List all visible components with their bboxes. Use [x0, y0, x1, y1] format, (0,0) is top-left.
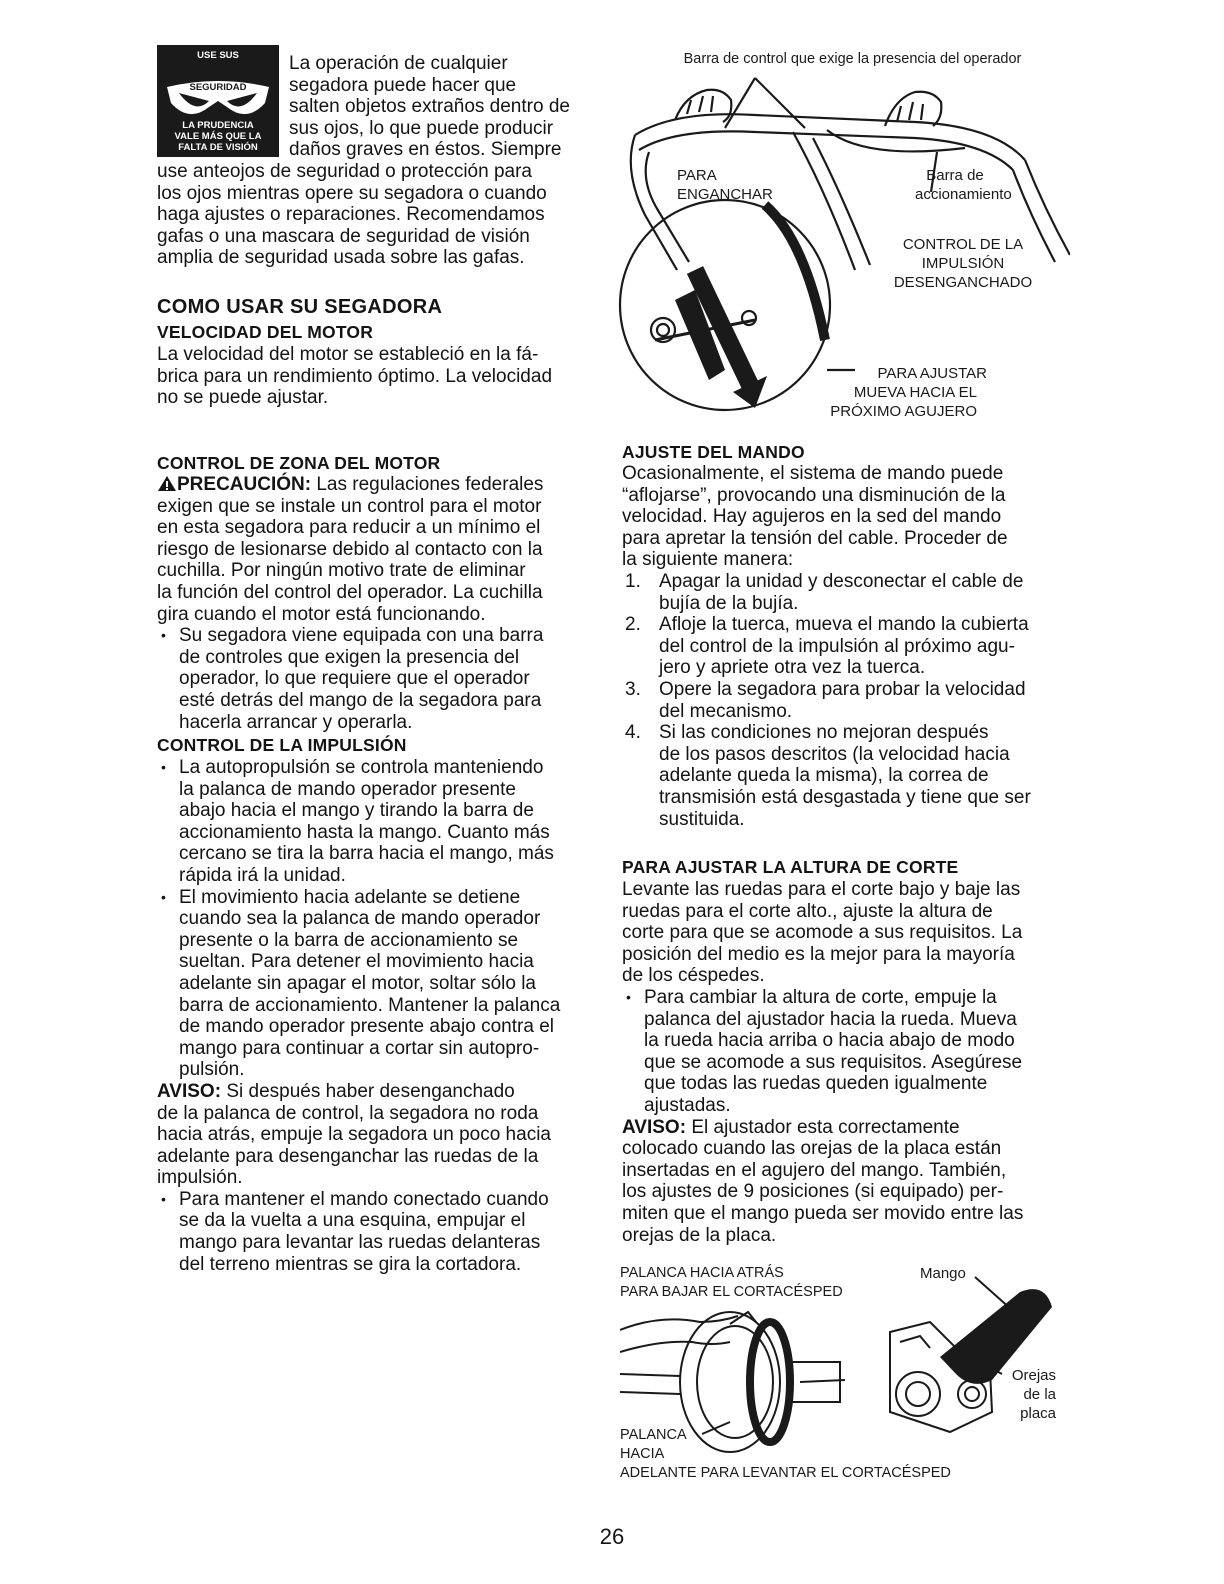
- step-line: transmisión está desgastada y tiene que ser: [659, 786, 1031, 808]
- step-number: 3.: [625, 678, 641, 700]
- altura-line: de los céspedes.: [622, 965, 765, 987]
- intro-line: sus ojos, lo que puede producir: [289, 117, 554, 139]
- intro-line: haga ajustes o reparaciones. Recomendamos: [157, 204, 545, 226]
- step-number: 2.: [625, 614, 641, 636]
- section-title-como-usar: COMO USAR SU SEGADORA: [157, 296, 443, 318]
- intro-text: [157, 161, 607, 269]
- label-accionamiento: accionamiento: [915, 186, 1012, 203]
- intro-line: segadora puede hacer que: [289, 74, 517, 96]
- intro-wrap-text: [289, 53, 609, 161]
- step-line: bujía de la bujía.: [659, 592, 799, 614]
- ajuste-text: [622, 463, 1072, 830]
- altura-bullet-line: que se acomode a sus requisitos. Asegúrese: [644, 1051, 1023, 1073]
- aviso-line: de la palanca de control, la segadora no roda: [157, 1102, 539, 1124]
- ajuste-line: Ocasionalmente, el sistema de mando puede: [622, 463, 1004, 484]
- aviso-line: hacia atrás, empuje la segadora un poco hacia: [157, 1124, 551, 1146]
- altura-bullet-line: • Para cambiar la altura de corte, empuje la: [644, 986, 997, 1008]
- aviso-line: insertadas en el agujero del mango. También,: [622, 1159, 1007, 1181]
- zona-bullet: [157, 625, 607, 733]
- impulsion-bullet-line: presente o la barra de accionamiento se: [179, 929, 519, 951]
- step-number: 4.: [625, 722, 641, 744]
- impulsion-bullet-line: accionamiento hasta la mango. Cuanto más: [179, 821, 550, 843]
- aviso-line: los ajustes de 9 posiciones (si equipado) per-: [622, 1181, 1004, 1203]
- intro-line: salten objetos extraños dentro de: [289, 96, 570, 118]
- aviso-left-first-line: [157, 1081, 607, 1103]
- altura-bullet-line: que todas las ruedas queden igualmente: [644, 1073, 988, 1095]
- precaucion-first-line: [157, 474, 607, 496]
- aviso-line: miten que el mango pueda ser movido entre las: [622, 1202, 1024, 1224]
- precaucion-line: riesgo de lesionarse debido al contacto con la: [157, 538, 543, 560]
- ajuste-step-4: [622, 722, 1072, 830]
- precaucion-line: exigen que se instale un control para el motor: [157, 495, 542, 517]
- step-line: jero y apriete otra vez la tuerca.: [659, 657, 926, 679]
- label-orejas: Orejas: [1011, 1367, 1056, 1384]
- step-line: del mecanismo.: [659, 700, 793, 722]
- zona-bullet-line: de controles que exigen la presencia del: [179, 646, 520, 668]
- aviso-label: AVISO:: [622, 1116, 687, 1138]
- impulsion-bullet-line: cercano se tira la barra hacia el mango, más: [179, 843, 554, 865]
- altura-line: posición del medio es la mejor para la mayoría: [622, 943, 1015, 965]
- altura-text: [622, 879, 1072, 1246]
- warning-triangle-icon: [157, 475, 177, 492]
- intro-line: los ojos mientras opere su segadora o cuando: [157, 182, 547, 204]
- zona-bullet-line: esté detrás del mango de la segadora para: [179, 689, 542, 711]
- aviso-right-first-line: [622, 1117, 1072, 1139]
- aviso-line: impulsión.: [157, 1167, 243, 1189]
- impulsion-bullet-line: barra de accionamiento. Mantener la palanca: [179, 994, 561, 1016]
- impulsion-bullet-line: cuando sea la palanca de mando operador: [179, 908, 541, 930]
- altura-line: corte para que se acomode a sus requisitos. La: [622, 922, 1023, 944]
- altura-bullet-line: ajustadas.: [644, 1094, 731, 1116]
- intro-line: use anteojos de seguridad o protección para: [157, 161, 532, 182]
- velocidad-text: [157, 344, 607, 409]
- section-title-zona-motor: CONTROL DE ZONA DEL MOTOR: [157, 453, 441, 473]
- impulsion-bullet-line: • La autopropulsión se controla manteniendo: [179, 757, 544, 778]
- label-mango: Mango: [920, 1265, 966, 1282]
- aviso-line: adelante para desenganchar las ruedas de la: [157, 1145, 539, 1167]
- altura-bullet: [622, 987, 1072, 1117]
- badge-bottom-line1: LA PRUDENCIA: [182, 120, 254, 131]
- altura-bullet-line: la rueda hacia arriba o hacia abajo de modo: [644, 1030, 1015, 1052]
- precaucion-text: [157, 474, 607, 733]
- impulsion-bullet-3: [157, 1189, 607, 1275]
- step-line: Apagar la unidad y desconectar el cable de: [659, 570, 1024, 592]
- label-palanca: PALANCA: [620, 1427, 687, 1443]
- zona-bullet-line: • Su segadora viene equipada con una barra: [179, 625, 544, 647]
- label-desenganchado: DESENGANCHADO: [893, 274, 1033, 291]
- page-number: 26: [599, 1524, 625, 1549]
- label-impulsion: IMPULSIÓN: [921, 255, 1005, 272]
- badge-top-line3: SEGURIDAD: [189, 82, 247, 93]
- intro-line: La operación de cualquier: [289, 53, 508, 74]
- impulsion-bullet-line: mango para levantar las ruedas delanteras: [179, 1232, 541, 1254]
- section-title-ajuste-mando: AJUSTE DEL MANDO: [622, 442, 805, 462]
- altura-line: Levante las ruedas para el corte bajo y baje las: [622, 879, 1021, 900]
- precaucion-first: Las regulaciones federales: [311, 474, 544, 495]
- aviso-line: orejas de la placa.: [622, 1224, 777, 1246]
- precaucion-line: gira cuando el motor está funcionando.: [157, 603, 486, 625]
- step-line: de los pasos descritos (la velocidad hacia: [659, 743, 1010, 765]
- intro-line: daños graves en éstos. Siempre: [289, 139, 562, 161]
- step-number: 1.: [625, 570, 641, 592]
- section-title-impulsion: CONTROL DE LA IMPULSIÓN: [157, 735, 407, 755]
- velocidad-line: brica para un rendimiento óptimo. La velocidad: [157, 365, 553, 387]
- aviso-first: Si después haber desenganchado: [221, 1080, 515, 1102]
- badge-top-line2: ANTEOJOS DE: [183, 72, 253, 83]
- caption-control-bar: Barra de control que exige la presencia del operador: [683, 51, 1022, 67]
- intro-line: amplia de seguridad usada sobre las gafas.: [157, 247, 525, 269]
- step-line: Afloje la tuerca, mueva el mando la cubierta: [659, 614, 1029, 636]
- impulsion-bullet-line: adelante sin apagar el motor, soltar sólo la: [179, 972, 536, 994]
- ajuste-line: la siguiente manera:: [622, 549, 794, 571]
- precaucion-line: la función del control del operador. La cuchilla: [157, 581, 543, 603]
- ajuste-step-3: [622, 679, 1072, 722]
- altura-bullet-line: palanca del ajustador hacia la rueda. Mueva: [644, 1008, 1017, 1030]
- step-line: Opere la segadora para probar la velocidad: [659, 678, 1026, 700]
- ajuste-line: para apretar la tensión del cable. Proceder de: [622, 527, 1008, 549]
- step-line: adelante queda la misma), la correa de: [659, 765, 989, 787]
- precaucion-line: en esta segadora para reducir a un mínimo el: [157, 517, 541, 539]
- precaucion-label: PRECAUCIÓN:: [177, 474, 312, 495]
- ajuste-step-2: [622, 614, 1072, 679]
- label-palanca-atras: PALANCA HACIA ATRÁS: [620, 1265, 784, 1281]
- section-title-velocidad: VELOCIDAD DEL MOTOR: [157, 322, 374, 342]
- impulsion-bullet-line: pulsión.: [179, 1059, 245, 1081]
- safety-glasses-badge: [157, 45, 279, 157]
- badge-top-line1: USE SUS: [197, 50, 239, 61]
- step-line: Si las condiciones no mejoran después: [659, 722, 989, 744]
- section-title-altura-corte: PARA AJUSTAR LA ALTURA DE CORTE: [622, 857, 959, 877]
- impulsion-bullet-line: de mando operador presente abajo contra el: [179, 1016, 554, 1038]
- badge-bottom-line2: VALE MÁS QUE LA: [174, 131, 262, 142]
- precaucion-line: cuchilla. Por ningún motivo trate de eliminar: [157, 560, 526, 582]
- velocidad-line: no se puede ajustar.: [157, 387, 329, 409]
- figure-control-bar: [615, 40, 1070, 430]
- impulsion-bullet-line: del terreno mientras se gira la cortadora.: [179, 1253, 522, 1275]
- label-barra-de: Barra de: [926, 167, 984, 184]
- label-para: PARA: [677, 167, 717, 184]
- label-adelante-levantar: ADELANTE PARA LEVANTAR EL CORTACÉSPED: [620, 1465, 951, 1481]
- ajuste-line: “aflojarse”, provocando una disminución de la: [622, 484, 1006, 506]
- impulsion-bullet-line: sueltan. Para detener el movimiento hacia: [179, 951, 534, 973]
- impulsion-bullet-line: se da la vuelta a una esquina, empujar el: [179, 1210, 526, 1232]
- label-placa: placa: [1020, 1405, 1056, 1422]
- impulsion-bullet-line: abajo hacia el mango y tirando la barra de: [179, 800, 534, 822]
- altura-line: ruedas para el corte alto., ajuste la altura de: [622, 900, 993, 922]
- label-control-de-la: CONTROL DE LA: [902, 236, 1024, 253]
- figure-cutting-height: [620, 1262, 1070, 1487]
- impulsion-bullet-line: • El movimiento hacia adelante se detiene: [179, 886, 521, 908]
- impulsion-bullet-line: rápida irá la unidad.: [179, 864, 346, 886]
- impulsion-text: [157, 757, 607, 1275]
- aviso-line: colocado cuando las orejas de la placa están: [622, 1138, 1002, 1160]
- label-enganchar: ENGANCHAR: [677, 186, 773, 203]
- ajuste-line: velocidad. Hay agujeros en la sed del mando: [622, 506, 1002, 528]
- label-para-ajustar: PARA AJUSTAR: [877, 365, 987, 382]
- step-line: del control de la impulsión al próximo agu-: [659, 635, 1015, 657]
- badge-bottom-line3: FALTA DE VISIÓN: [178, 142, 258, 153]
- label-proximo-agujero: PRÓXIMO AGUJERO: [830, 403, 977, 420]
- step-line: sustituida.: [659, 808, 745, 830]
- zona-bullet-line: operador, lo que requiere que el operador: [179, 668, 530, 690]
- aviso-first: El ajustador esta correctamente: [686, 1116, 960, 1138]
- label-de-la: de la: [1023, 1386, 1056, 1403]
- zona-bullet-line: hacerla arrancar y operarla.: [179, 711, 413, 733]
- label-para-bajar: PARA BAJAR EL CORTACÉSPED: [620, 1284, 843, 1300]
- label-hacia: HACIA: [620, 1446, 665, 1462]
- aviso-label: AVISO:: [157, 1080, 222, 1102]
- impulsion-bullet-line: mango para continuar a cortar sin autopro-: [179, 1037, 540, 1059]
- impulsion-bullet-2: [157, 887, 607, 1081]
- impulsion-bullet-line: la palanca de mando operador presente: [179, 778, 516, 800]
- ajuste-step-1: [622, 571, 1072, 614]
- velocidad-line: La velocidad del motor se estableció en la fá-: [157, 344, 539, 365]
- impulsion-bullet-1: [157, 757, 607, 887]
- intro-line: gafas o una mascara de seguridad de visión: [157, 225, 530, 247]
- impulsion-bullet-line: • Para mantener el mando conectado cuando: [179, 1188, 549, 1210]
- label-mueva-hacia: MUEVA HACIA EL: [853, 384, 977, 401]
